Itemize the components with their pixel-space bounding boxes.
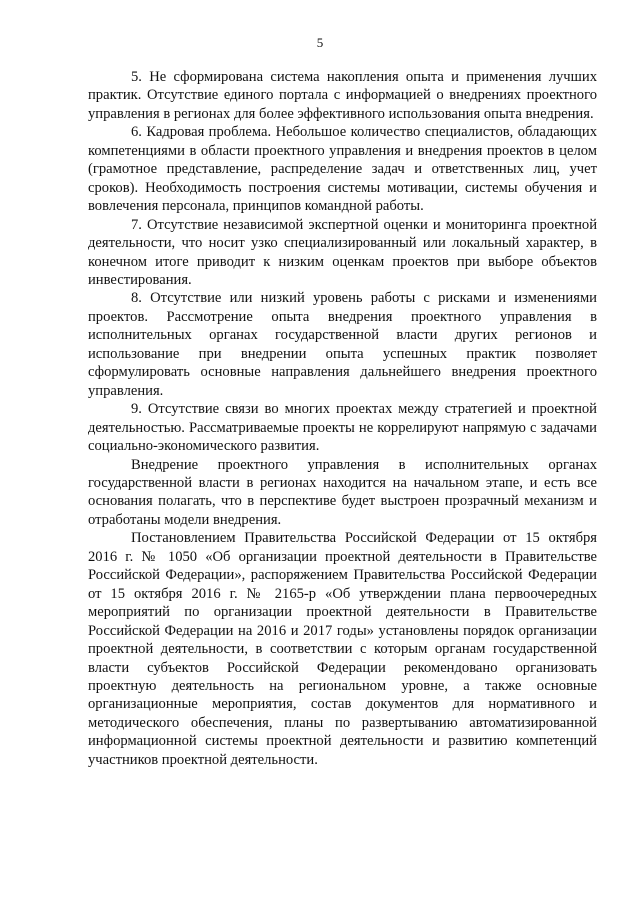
paragraph-government-decree: Постановлением Правительства Российской Федерации от 15 октября 2016 г. № 1050 «Об организации проектной деятельности в Правительстве Российской Федерации», распоряжением Правительства Российской Федерации от 15 октября 2016 г. № 2165-р «Об утверждении плана первоочередных мероприятий по организации проектной деятельности в Правительстве Российской Федерации на 2016 и 2017 годы» установлены порядок организации проектной деятельности, в соответствии с которым органам государственной власти субъектов Российской Федерации рекомендовано организовать проектную деятельность на региональном уровне, а также основные организационные мероприятия, состав документов для нормативного и методического обеспечения, планы по развертыванию автоматизированной информационной системы проектной деятельности и развитию компетенций участников проектной деятельности. [88,530,597,768]
paragraph-item-9: 9. Отсутствие связи во многих проектах между стратегией и проектной деятельностью. Рассматриваемые проекты не коррелируют напрямую с задачами социально-экономического развития. [88,401,597,455]
paragraph-item-5: 5. Не сформирована система накопления опыта и применения лучших практик. Отсутствие единого портала с информацией о внедрениях проектного управления в регионах для более эффективного использования опыта внедрения. [88,69,597,122]
paragraph-item-7: 7. Отсутствие независимой экспертной оценки и мониторинга проектной деятельности, что носит узко специализированный или локальный характер, в конечном итоге приводит к низким оценкам проектов при выборе объектов инвестирования. [88,216,597,288]
page-number: 5 [316,35,324,50]
body-text [88,68,597,769]
paragraph-implementation: Внедрение проектного управления в исполнительных органах государственной власти в регионах находится на начальном этапе, и есть все основания полагать, что в перспективе будет выстроен прозрачный механизм и отработаны модели внедрения. [88,456,597,528]
paragraph-item-8: 8. Отсутствие или низкий уровень работы с рисками и изменениями проектов. Рассмотрение опыта внедрения проектного управления в исполнительных органах государственной власти других регионов и использование при внедрении опыта успешных практик позволяет сформулировать основные направления дальнейшего внедрения проектного управления. [88,290,597,399]
paragraph-item-6: 6. Кадровая проблема. Небольшое количество специалистов, обладающих компетенциями в области проектного управления и внедрения проектов в целом (грамотное представление, распределение задач и ответственных лиц, учет сроков). Необходимость построения системы мотивации, системы обучения и вовлечения персонала, принципов командной работы. [88,124,597,215]
